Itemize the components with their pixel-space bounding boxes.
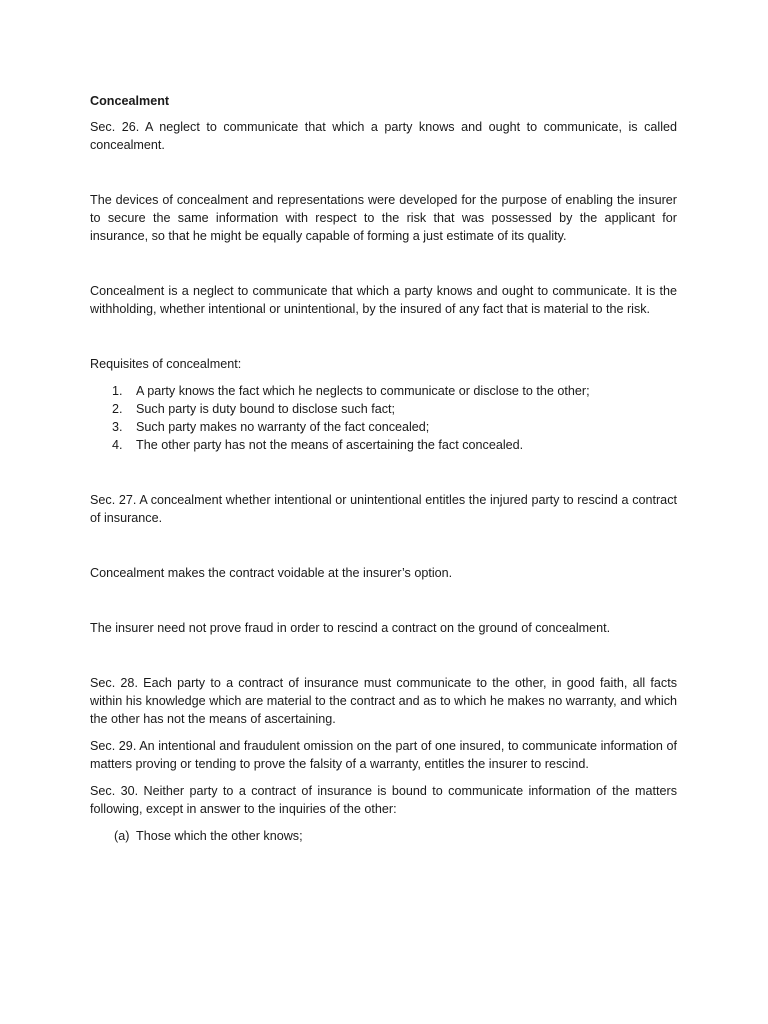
document-body — [90, 92, 677, 845]
paragraph-voidable: Concealment makes the contract voidable at the insurer’s option. — [90, 566, 453, 580]
paragraph-devices: The devices of concealment and representations were developed for the purpose of enabling the insurer to secure the same information with respect to the risk that was possessed by the applicant for insurance, so that he might be equally capable of forming a just estimate of its quality. — [90, 193, 677, 243]
paragraph-sec27: Sec. 27. A concealment whether intentional or unintentional entitles the injured party to rescind a contract of insurance. — [90, 493, 677, 525]
sec30-list-item — [90, 827, 677, 845]
list-item-text: Such party is duty bound to disclose such fact; — [136, 402, 396, 416]
list-item-number: 1. — [112, 384, 123, 398]
paragraph-sec26: Sec. 26. A neglect to communicate that which a party knows and ought to communicate, is called concealment. — [90, 120, 677, 152]
sec30-item-text: Those which the other knows; — [136, 829, 303, 843]
paragraph-sec28: Sec. 28. Each party to a contract of insurance must communicate to the other, in good faith, all facts within his knowledge which are material to the contract and as to which he makes no warranty, and which the other has not the means of ascertaining. — [90, 676, 677, 726]
paragraph-sec29: Sec. 29. An intentional and fraudulent omission on the part of one insured, to communicate information of matters proving or tending to prove the falsity of a warranty, entitles the insurer to rescind. — [90, 739, 677, 771]
list-item — [112, 400, 677, 418]
list-item-number: 3. — [112, 420, 123, 434]
list-item-text: A party knows the fact which he neglects to communicate or disclose to the other; — [136, 384, 590, 398]
list-item-number: 4. — [112, 438, 123, 452]
list-item — [112, 436, 677, 454]
list-item-number: 2. — [112, 402, 123, 416]
list-item-text: Such party makes no warranty of the fact concealed; — [136, 420, 430, 434]
list-item — [112, 382, 677, 400]
paragraph-sec30: Sec. 30. Neither party to a contract of insurance is bound to communicate information of the matters following, except in answer to the inquiries of the other: — [90, 784, 677, 816]
requisites-list — [90, 382, 677, 454]
section-heading: Concealment — [90, 94, 170, 108]
sec30-item-mark: (a) — [114, 829, 130, 843]
list-item-text: The other party has not the means of ascertaining the fact concealed. — [136, 438, 524, 452]
paragraph-fraud: The insurer need not prove fraud in order to rescind a contract on the ground of concealment. — [90, 621, 611, 635]
requisites-intro: Requisites of concealment: — [90, 357, 242, 371]
paragraph-definition: Concealment is a neglect to communicate that which a party knows and ought to communicate. It is the withholding, whether intentional or unintentional, by the insured of any fact that is material to the risk. — [90, 284, 677, 316]
list-item — [112, 418, 677, 436]
